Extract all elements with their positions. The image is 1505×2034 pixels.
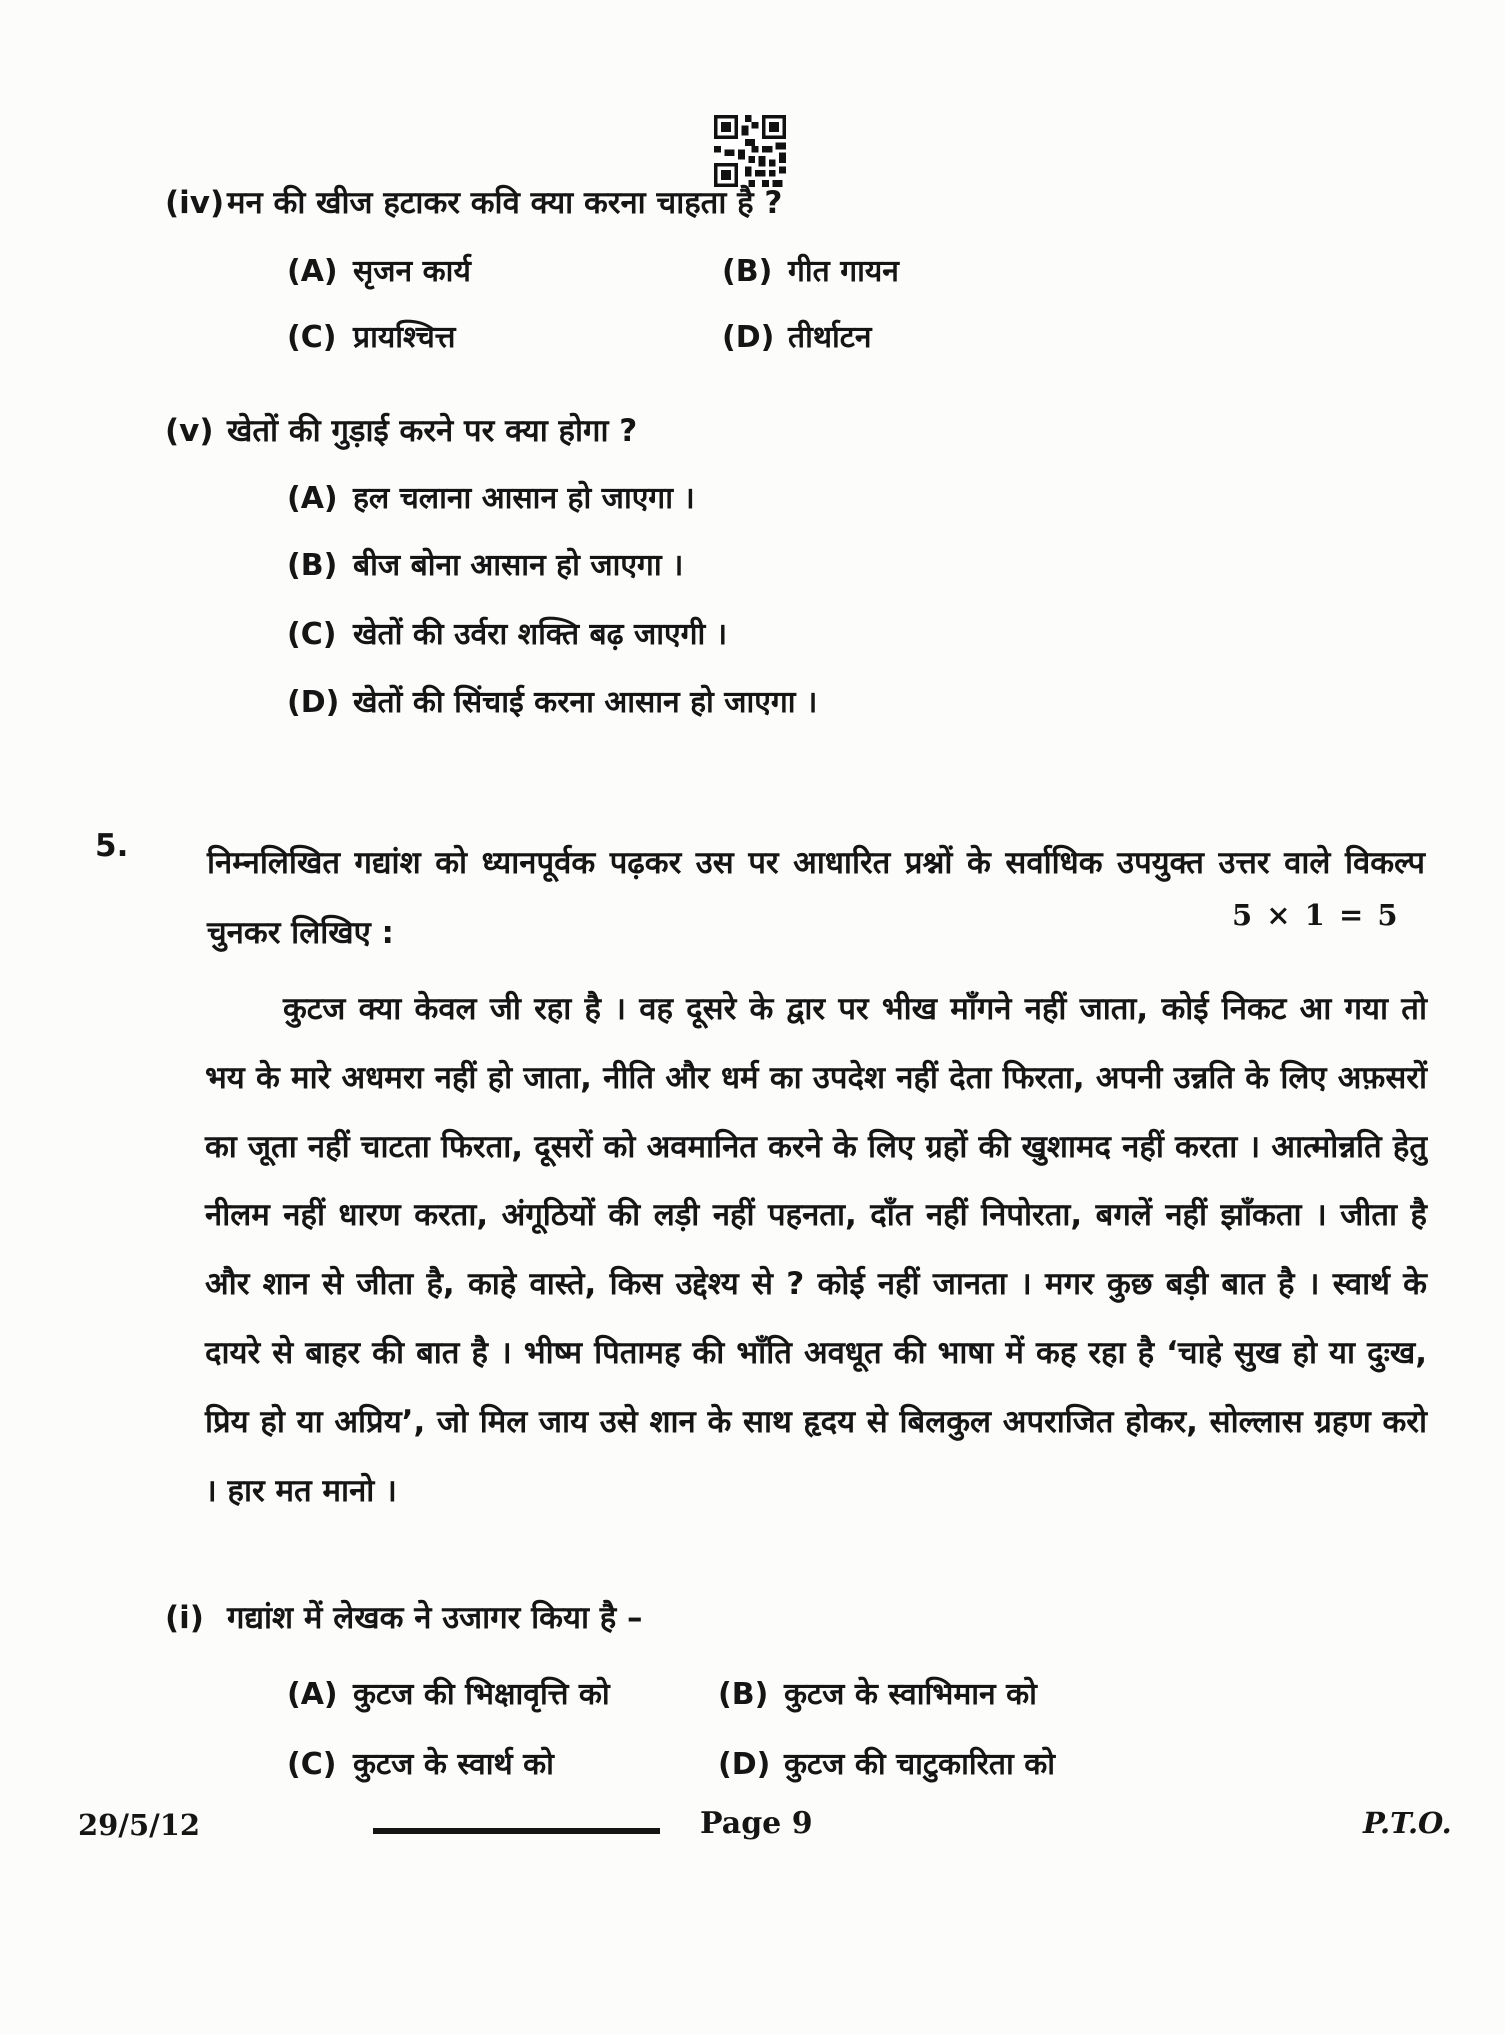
footer-divider-line xyxy=(373,1828,660,1834)
question-iv-number: (iv) xyxy=(165,185,225,221)
option-v-d-text: खेतों की सिंचाई करना आसान हो जाएगा । xyxy=(353,685,818,720)
pto-label: P.T.O. xyxy=(1363,1806,1452,1840)
option-iv-b-text: गीत गायन xyxy=(788,254,899,289)
option-i-d-text: कुटज की चाटुकारिता को xyxy=(784,1747,1056,1782)
question-5-marks: 5 × 1 = 5 xyxy=(1232,898,1400,932)
option-iv-b xyxy=(722,253,899,291)
question-5-i xyxy=(165,1599,1425,1638)
question-v-number: (v) xyxy=(165,413,214,449)
option-i-c xyxy=(287,1746,554,1784)
option-iv-d-letter: (D) xyxy=(722,320,775,355)
option-i-c-letter: (C) xyxy=(287,1747,337,1782)
option-v-b xyxy=(287,547,683,585)
question-v xyxy=(165,412,1425,451)
question-5-passage: कुटज क्या केवल जी रहा है । वह दूसरे के द्वार पर भीख माँगने नहीं जाता, कोई निकट आ गया तो भय के मारे अधमरा नहीं हो जाता, नीति और धर्म का उपदेश नहीं देता फिरता, अपनी उन्नति के लिए अफ़सरों का जूता नहीं चाटता फिरता, दूसरों को अवमानित करने के लिए ग्रहों की खुशामद नहीं करता । आत्मोन्नति हेतु नीलम नहीं धारण करता, अंगूठियों की लड़ी नहीं पहनता, दाँत नहीं निपोरता, बगलें नहीं झाँकता । जीता है और शान से जीता है, काहे वास्ते, किस उद्देश्य से ? कोई नहीं जानता । मगर कुछ बड़ी बात है । स्वार्थ के दायरे से बाहर की बात है । भीष्म पितामह की भाँति अवधूत की भाषा में कह रहा है ‘चाहे सुख हो या दुःख, प्रिय हो या अप्रिय’, जो मिल जाय उसे शान के साथ हृदय से बिलकुल अपराजित होकर, सोल्लास ग्रहण करो । हार मत मानो । xyxy=(205,991,1427,1509)
option-v-c xyxy=(287,616,727,654)
option-v-a-letter: (A) xyxy=(287,481,338,516)
question-iv-text: मन की खीज हटाकर कवि क्या करना चाहता है ? xyxy=(227,185,783,221)
option-v-d-letter: (D) xyxy=(287,685,340,720)
option-v-a xyxy=(287,480,695,518)
option-iv-c-text: प्रायश्चित्त xyxy=(353,320,456,355)
question-5-i-text: गद्यांश में लेखक ने उजागर किया है – xyxy=(227,1600,643,1636)
question-v-text: खेतों की गुड़ाई करने पर क्या होगा ? xyxy=(227,413,638,449)
option-iv-c xyxy=(287,319,456,357)
option-v-b-letter: (B) xyxy=(287,548,338,583)
option-i-a-letter: (A) xyxy=(287,1677,338,1712)
option-iv-a-letter: (A) xyxy=(287,254,338,289)
option-iv-d-text: तीर्थाटन xyxy=(788,320,872,355)
qr-code-icon xyxy=(714,112,786,190)
option-i-d-letter: (D) xyxy=(718,1747,771,1782)
option-v-a-text: हल चलाना आसान हो जाएगा । xyxy=(353,481,695,516)
option-iv-d xyxy=(722,319,872,357)
option-i-a xyxy=(287,1676,610,1714)
paper-code: 29/5/12 xyxy=(78,1808,201,1842)
option-v-d xyxy=(287,684,817,722)
question-5-number: 5. xyxy=(95,828,129,864)
question-iv xyxy=(165,184,1425,223)
question-5-i-number: (i) xyxy=(165,1600,204,1636)
option-iv-c-letter: (C) xyxy=(287,320,337,355)
option-i-c-text: कुटज के स्वार्थ को xyxy=(353,1747,554,1782)
option-i-b-text: कुटज के स्वाभिमान को xyxy=(784,1677,1037,1712)
option-i-d xyxy=(718,1746,1055,1784)
option-v-c-text: खेतों की उर्वरा शक्ति बढ़ जाएगी । xyxy=(353,617,728,652)
option-iv-a-text: सृजन कार्य xyxy=(353,254,471,289)
question-5-instruction: निम्नलिखित गद्यांश को ध्यानपूर्वक पढ़कर उस पर आधारित प्रश्नों के सर्वाधिक उपयुक्त उत्तर वाले विकल्प चुनकर लिखिए : xyxy=(207,845,1425,951)
option-i-b-letter: (B) xyxy=(718,1677,769,1712)
option-i-a-text: कुटज की भिक्षावृत्ति को xyxy=(353,1677,610,1712)
option-iv-b-letter: (B) xyxy=(722,254,773,289)
option-i-b xyxy=(718,1676,1037,1714)
option-iv-a xyxy=(287,253,471,291)
option-v-c-letter: (C) xyxy=(287,617,337,652)
option-v-b-text: बीज बोना आसान हो जाएगा । xyxy=(353,548,684,583)
page-number-label: Page 9 xyxy=(700,1806,813,1841)
